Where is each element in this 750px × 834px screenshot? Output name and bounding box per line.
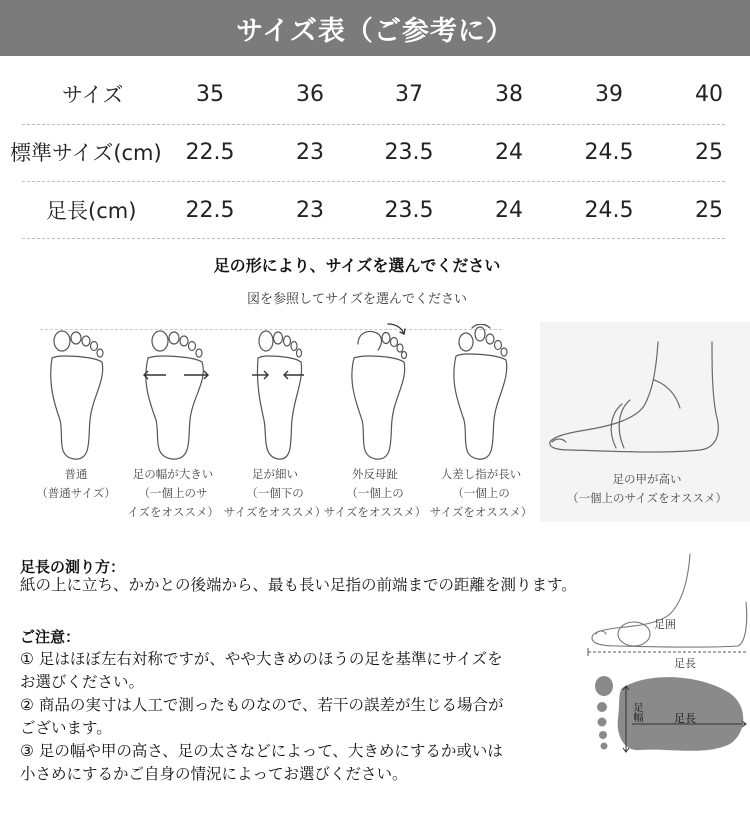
standard-size-cell: 24: [495, 140, 523, 165]
hallux-valgus-foot-icon: [344, 322, 410, 464]
measure-text: 紙の上に立ち、かかとの後端から、最も長い足指の前端までの距離を測ります。: [20, 576, 577, 594]
row-label-foot-length: 足長(cm): [46, 199, 137, 223]
standard-size-cell: 25: [695, 140, 723, 165]
wide-foot-icon: [138, 328, 212, 464]
narrow-foot-icon: [246, 328, 310, 464]
notice-title: ご注意：: [20, 628, 81, 646]
foot-length-cell: 24: [495, 198, 523, 223]
row-label-size: サイズ: [62, 83, 124, 107]
size-cell: 37: [395, 82, 423, 107]
size-cell: 35: [196, 82, 224, 107]
notice-line: ③ 足の幅や甲の高さ、足の太さなどによって、大きめにするか或いは: [20, 742, 503, 760]
girth-label: 足囲: [654, 618, 676, 631]
foot-length-cell: 23: [296, 198, 324, 223]
size-cell: 40: [695, 82, 723, 107]
caption-wide: [118, 465, 228, 522]
size-cell: 36: [296, 82, 324, 107]
caption-line: サイズをオススメ）: [223, 505, 327, 519]
normal-foot-icon: [40, 328, 112, 464]
caption-line: 足の甲が高い: [612, 472, 682, 486]
standard-size-row: [0, 124, 750, 182]
length-label-bottom: 足長: [674, 712, 696, 725]
caption-high-instep: [562, 470, 732, 508]
caption-line: 足が細い: [252, 467, 298, 481]
foot-length-cell: 22.5: [185, 198, 235, 223]
standard-size-cell: 24.5: [584, 140, 634, 165]
long-index-toe-foot-icon: [444, 324, 514, 464]
caption-normal: [26, 465, 126, 503]
table-divider: [22, 181, 725, 182]
size-cell: 39: [595, 82, 623, 107]
caption-line: （一個下の: [246, 486, 304, 500]
foot-measure-illustration: [578, 552, 750, 822]
caption-line: サイズをオススメ）: [323, 505, 427, 519]
caption-narrow: [222, 465, 328, 522]
caption-line: （一個上のサイズをオススメ）: [567, 491, 727, 505]
caption-line: （一個上の: [452, 486, 510, 500]
caption-line: 外反母趾: [352, 467, 398, 481]
notice-line: ② 商品の実寸は人工で測ったものなので、若干の誤差が生じる場合が: [20, 696, 504, 714]
size-cell: 38: [495, 82, 523, 107]
foot-shape-title: 足の形により、サイズを選んでください: [213, 256, 501, 275]
notice-line: お選びください。: [20, 673, 145, 691]
caption-line: 普通: [64, 467, 88, 481]
caption-line: 足の幅が大きい: [132, 467, 214, 481]
standard-size-cell: 22.5: [185, 140, 235, 165]
standard-size-cell: 23.5: [384, 140, 434, 165]
foot-length-cell: 25: [695, 198, 723, 223]
caption-line: イズをオススメ）: [127, 505, 219, 519]
caption-line: （一個上のサ: [138, 486, 208, 500]
table-divider: [22, 238, 725, 239]
title-banner: [0, 0, 750, 56]
caption-line: 人差し指が長い: [440, 467, 522, 481]
notice-line: 小さめにするかご自身の情況によってお選びください。: [20, 765, 408, 783]
measure-title: 足長の測り方：: [20, 558, 126, 576]
caption-long-index-toe: [428, 465, 534, 522]
banner-title: サイズ表（ご参考に）: [236, 15, 514, 47]
caption-line: （一個上の: [346, 486, 404, 500]
notice-line: ① 足はほぼ左右対称ですが、やや大きめのほうの足を基準にサイズを: [20, 650, 503, 668]
measurement-diagram: [578, 552, 750, 822]
size-table: [0, 66, 750, 240]
caption-line: サイズをオススメ）: [429, 505, 533, 519]
caption-hallux-valgus: [322, 465, 428, 522]
length-label-top: 足長: [674, 657, 696, 670]
table-divider: [22, 124, 725, 125]
standard-size-cell: 23: [296, 140, 324, 165]
foot-shape-subtitle: 図を参照してサイズを選んでください: [247, 292, 467, 307]
foot-length-cell: 23.5: [384, 198, 434, 223]
size-row: [0, 66, 750, 124]
foot-length-row: [0, 182, 750, 240]
notice-line: ございます。: [20, 719, 112, 737]
width-label: 足幅: [631, 702, 642, 722]
row-label-standard-size: 標準サイズ(cm): [10, 141, 162, 165]
foot-length-cell: 24.5: [584, 198, 634, 223]
caption-line: （普通サイズ）: [36, 486, 116, 500]
